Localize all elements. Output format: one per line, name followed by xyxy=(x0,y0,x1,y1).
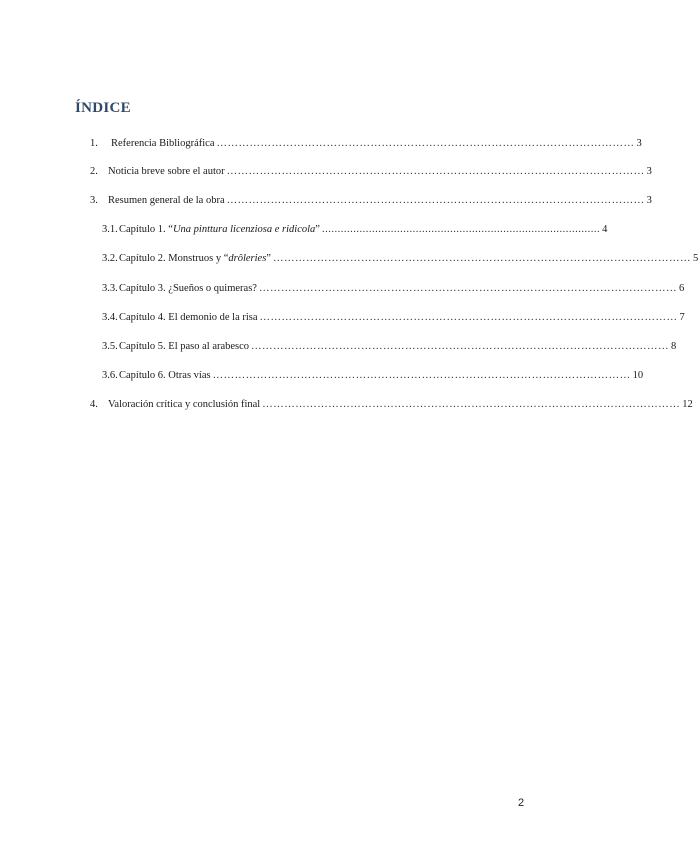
toc-leader-dots: …………………………………………………………………………………………………… xyxy=(216,138,635,149)
toc-entry-number: 4. xyxy=(90,399,98,410)
toc-entry-title-italic: Una pinttura licenziosa e ridicola xyxy=(172,224,316,235)
toc-subentry xyxy=(102,340,677,354)
toc-entry-page: 8 xyxy=(671,341,677,352)
toc-entry-page: 7 xyxy=(679,312,685,323)
toc-entry-title xyxy=(119,252,271,266)
toc-leader-dots: …………………………………………………………………………………………………… xyxy=(259,312,678,323)
toc-entry-number: 2. xyxy=(90,166,98,177)
toc-entry-title xyxy=(119,223,320,237)
toc-entry-title-prefix: Capítulo 1. “ xyxy=(119,224,173,235)
toc-subentry xyxy=(102,252,698,266)
toc-entry-title-prefix: Capítulo 2. Monstruos y “ xyxy=(119,253,229,264)
toc-leader-dots: …………………………………………………………………………………………………… xyxy=(262,399,681,410)
toc-entry-title-suffix: ” xyxy=(315,224,320,235)
toc-leader-dots: …………………………………………………………………………………………………… xyxy=(212,370,631,381)
toc-entry-number: 3.6. xyxy=(102,370,118,381)
toc-entry-title: Capítulo 4. El demonio de la risa xyxy=(119,312,258,323)
toc-subentry xyxy=(102,223,608,237)
toc-leader-dots: …………………………………………………………………………………………………… xyxy=(226,166,645,177)
toc-entry-title-italic: drôleries xyxy=(228,253,267,264)
toc-subentry xyxy=(102,311,685,325)
toc-leader-dots: …………………………………………………………………………………………………… xyxy=(226,195,645,206)
toc-entry xyxy=(90,137,642,151)
toc-entry-page: 6 xyxy=(678,283,685,294)
toc-entry-title: Referencia Bibliográfica xyxy=(111,138,215,149)
page-number: 2 xyxy=(518,797,525,809)
toc-leader-dots: …………………………………………………………………………………………………… xyxy=(258,283,677,294)
toc-entry-title-suffix: ” xyxy=(266,253,271,264)
toc-leader-dots: ......................................................................................... xyxy=(321,224,601,235)
toc-entry-number: 3.5. xyxy=(102,341,118,352)
toc-entry xyxy=(90,398,693,412)
toc-entry-page: 3 xyxy=(646,195,652,206)
toc-entry-number: 3.3. xyxy=(102,283,118,294)
toc-subentry xyxy=(102,282,685,296)
toc-entry-number: 3.4. xyxy=(102,312,118,323)
toc-entry-title: Resumen general de la obra xyxy=(108,195,225,206)
toc-entry-page: 3 xyxy=(636,138,642,149)
toc-entry xyxy=(90,194,652,208)
toc-leader-dots: …………………………………………………………………………………………………… xyxy=(251,341,670,352)
toc-entry-page: 5 xyxy=(692,253,698,264)
toc-entry-number: 3. xyxy=(90,195,98,206)
toc-entry xyxy=(90,165,652,179)
toc-entry-page: 12 xyxy=(682,399,693,410)
toc-entry-number: 1. xyxy=(90,138,98,149)
toc-entry-title: Capítulo 6. Otras vías xyxy=(119,370,211,381)
toc-entry-title: Capítulo 3. ¿Sueños o quimeras? xyxy=(119,283,257,294)
toc-entry-title: Valoración crítica y conclusión final xyxy=(108,399,261,410)
toc-entry-number: 3.1. xyxy=(102,224,118,235)
toc-subentry xyxy=(102,369,644,383)
index-heading: ÍNDICE xyxy=(75,100,131,116)
toc-entry-title: Capítulo 5. El paso al arabesco xyxy=(119,341,250,352)
toc-entry-page: 10 xyxy=(632,370,644,381)
toc-entry-page: 4 xyxy=(602,224,608,235)
toc-leader-dots: …………………………………………………………………………………………………… xyxy=(272,253,691,264)
toc-entry-title: Noticia breve sobre el autor xyxy=(108,166,225,177)
toc-entry-number: 3.2. xyxy=(102,253,118,264)
toc-entry-page: 3 xyxy=(646,166,652,177)
